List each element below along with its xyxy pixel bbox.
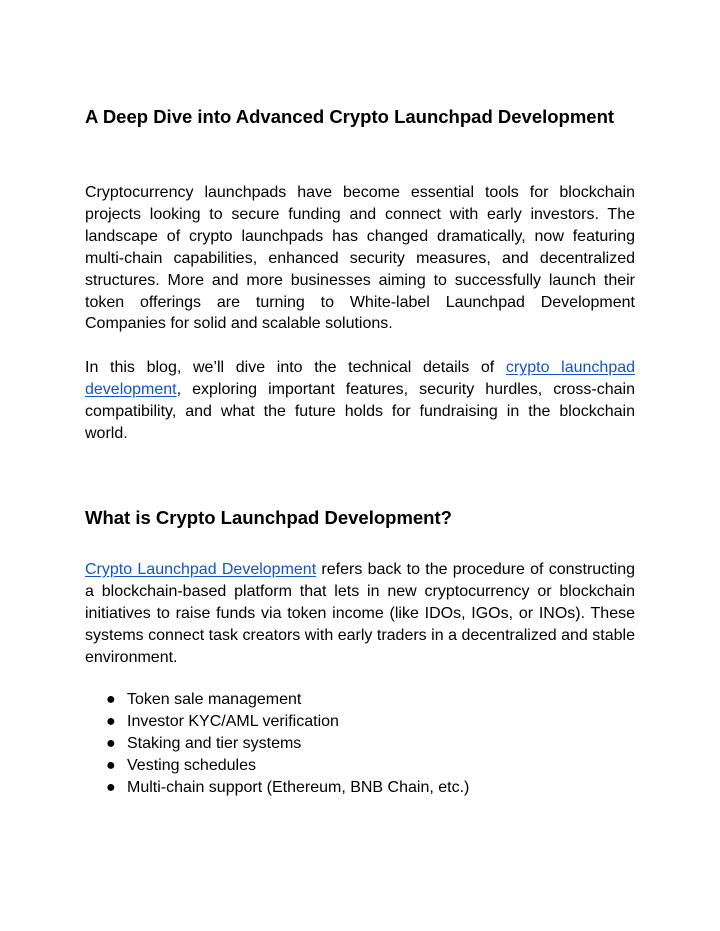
feature-list [85, 689, 469, 799]
list-item [85, 711, 469, 733]
bullet-icon: ● [106, 778, 116, 796]
list-item [85, 777, 469, 799]
paragraph-text: , exploring important features, security hurdles, cross-chain compatibility, and what the future holds for fundraising in the blockchain world. [85, 380, 635, 442]
list-item [85, 733, 469, 755]
crypto-launchpad-development-link[interactable]: crypto launchpad development [85, 359, 636, 398]
blog-overview-paragraph [85, 357, 635, 445]
document-title: A Deep Dive into Advanced Crypto Launchpad Development [85, 106, 615, 127]
paragraph-text: In this blog, we’ll dive into the technical details of [85, 359, 506, 376]
paragraph-text: refers back to the procedure of constructing a blockchain-based platform that lets in new cryptocurrency or blockchain initiatives to raise funds via token income (like IDOs, IGOs, or INOs). These systems connect task creators with early traders in a decentralized and stable environment. [85, 561, 635, 666]
definition-paragraph [85, 559, 635, 669]
bullet-icon: ● [106, 691, 116, 708]
list-item-text: Staking and tier systems [127, 734, 302, 752]
list-item-text: Vesting schedules [127, 756, 256, 774]
list-item [85, 755, 469, 777]
crypto-launchpad-development-link-2[interactable]: Crypto Launchpad Development [85, 561, 317, 578]
bullet-icon: ● [106, 712, 116, 730]
section-heading: What is Crypto Launchpad Development? [85, 507, 452, 528]
list-item-text: Token sale management [127, 691, 302, 708]
intro-paragraph: Cryptocurrency launchpads have become essential tools for blockchain projects looking to secure funding and connect with early investors. The landscape of crypto launchpads has changed dramatically, now featuring multi-chain capabilities, enhanced security measures, and decentralized structures. More and more businesses aiming to successfully launch their token offerings are turning to White-label Launchpad Development Companies for solid and scalable solutions. [85, 184, 635, 333]
list-item-text: Multi-chain support (Ethereum, BNB Chain, etc.) [127, 778, 470, 796]
bullet-icon: ● [106, 734, 116, 752]
list-item-text: Investor KYC/AML verification [127, 712, 339, 730]
list-item [85, 689, 469, 711]
bullet-icon: ● [106, 756, 116, 774]
